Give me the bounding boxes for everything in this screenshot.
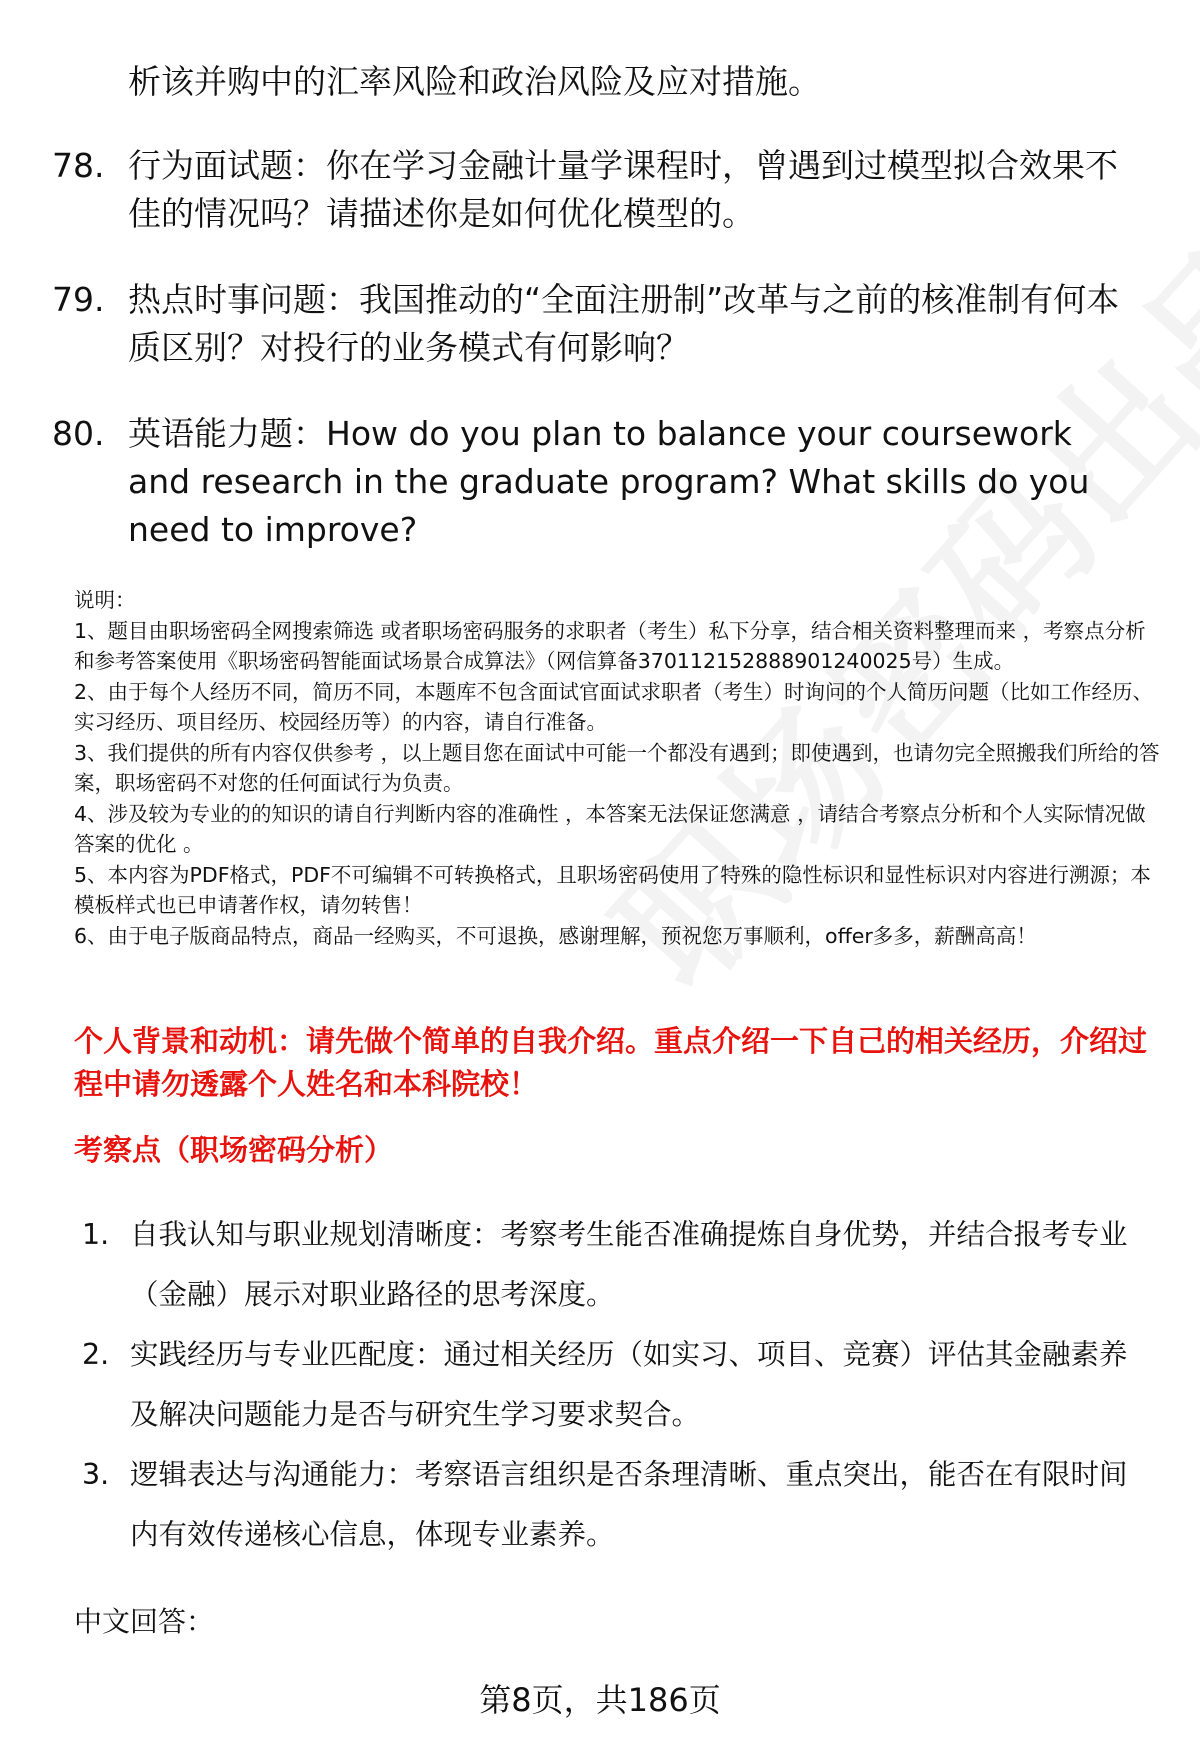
list-item (52, 410, 1152, 554)
question-number: 78. (52, 146, 105, 185)
list-item (82, 1325, 1162, 1445)
key-points-title: 考察点（职场密码分析） (74, 1133, 394, 1167)
key-point-number: 1. (82, 1218, 110, 1251)
list-item (82, 1445, 1162, 1565)
note-item: 1、题目由职场密码全网搜索筛选 或者职场密码服务的求职者（考生）私下分享，结合相关资料整理而来 ，考察点分析和参考答案使用《职场密码智能面试场景合成算法》（网信算备370112152888901240025号）生成。 (74, 618, 1146, 673)
key-point-text: 实践经历与专业匹配度：通过相关经历（如实习、项目、竞赛）评估其金融素养及解决问题能力是否与研究生学习要求契合。 (130, 1338, 1128, 1431)
key-points-list (82, 1205, 1162, 1565)
question-list (52, 142, 1152, 592)
question-number: 79. (52, 280, 105, 319)
notes-title: 说明： (74, 588, 136, 612)
question-text: 行为面试题：你在学习金融计量学课程时，曾遇到过模型拟合效果不佳的情况吗？请描述你是如何优化模型的。 (128, 146, 1118, 233)
note-item: 5、本内容为PDF格式，PDF不可编辑不可转换格式，且职场密码使用了特殊的隐性标识和显性标识对内容进行溯源；本模板样式也已申请著作权，请勿转售！ (74, 862, 1151, 917)
key-point-number: 2. (82, 1338, 110, 1371)
list-item (52, 142, 1152, 238)
question-text: 热点时事问题：我国推动的“全面注册制”改革与之前的核准制有何本质区别？对投行的业务模式有何影响？ (128, 280, 1120, 367)
list-item (82, 1205, 1162, 1325)
background-question: 个人背景和动机：请先做个简单的自我介绍。重点介绍一下自己的相关经历，介绍过程中请勿透露个人姓名和本科院校！ (74, 1024, 1148, 1101)
key-point-text: 自我认知与职业规划清晰度：考察考生能否准确提炼自身优势，并结合报考专业（金融）展示对职业路径的思考深度。 (130, 1218, 1128, 1311)
page-footer: 第8页，共186页 (479, 1681, 721, 1719)
question-text: 英语能力题：How do you plan to balance your coursework and research in the graduate program? What skills do you need to improve? (128, 414, 1090, 549)
note-item: 2、由于每个人经历不同，简历不同，本题库不包含面试官面试求职者（考生）时询问的个人简历问题（比如工作经历、实习经历、项目经历、校园经历等）的内容，请自行准备。 (74, 679, 1154, 734)
note-item: 3、我们提供的所有内容仅供参考 ，以上题目您在面试中可能一个都没有遇到；即使遇到，也请勿完全照搬我们所给的答案，职场密码不对您的任何面试行为负责。 (74, 740, 1160, 795)
question-number: 80. (52, 414, 105, 453)
note-item: 4、涉及较为专业的的知识的请自行判断内容的准确性 ，本答案无法保证您满意 ，请结合考察点分析和个人实际情况做答案的优化 。 (74, 801, 1146, 856)
question-continuation: 析该并购中的汇率风险和政治风险及应对措施。 (128, 62, 821, 101)
notes-section (74, 585, 1160, 951)
answer-label: 中文回答： (74, 1605, 215, 1638)
key-point-text: 逻辑表达与沟通能力：考察语言组织是否条理清晰、重点突出，能否在有限时间内有效传递核心信息，体现专业素养。 (130, 1458, 1128, 1551)
note-item: 6、由于电子版商品特点，商品一经购买，不可退换，感谢理解，预祝您万事顺利，offer多多，薪酬高高！ (74, 923, 1037, 948)
key-point-number: 3. (82, 1458, 110, 1491)
list-item (52, 276, 1152, 372)
